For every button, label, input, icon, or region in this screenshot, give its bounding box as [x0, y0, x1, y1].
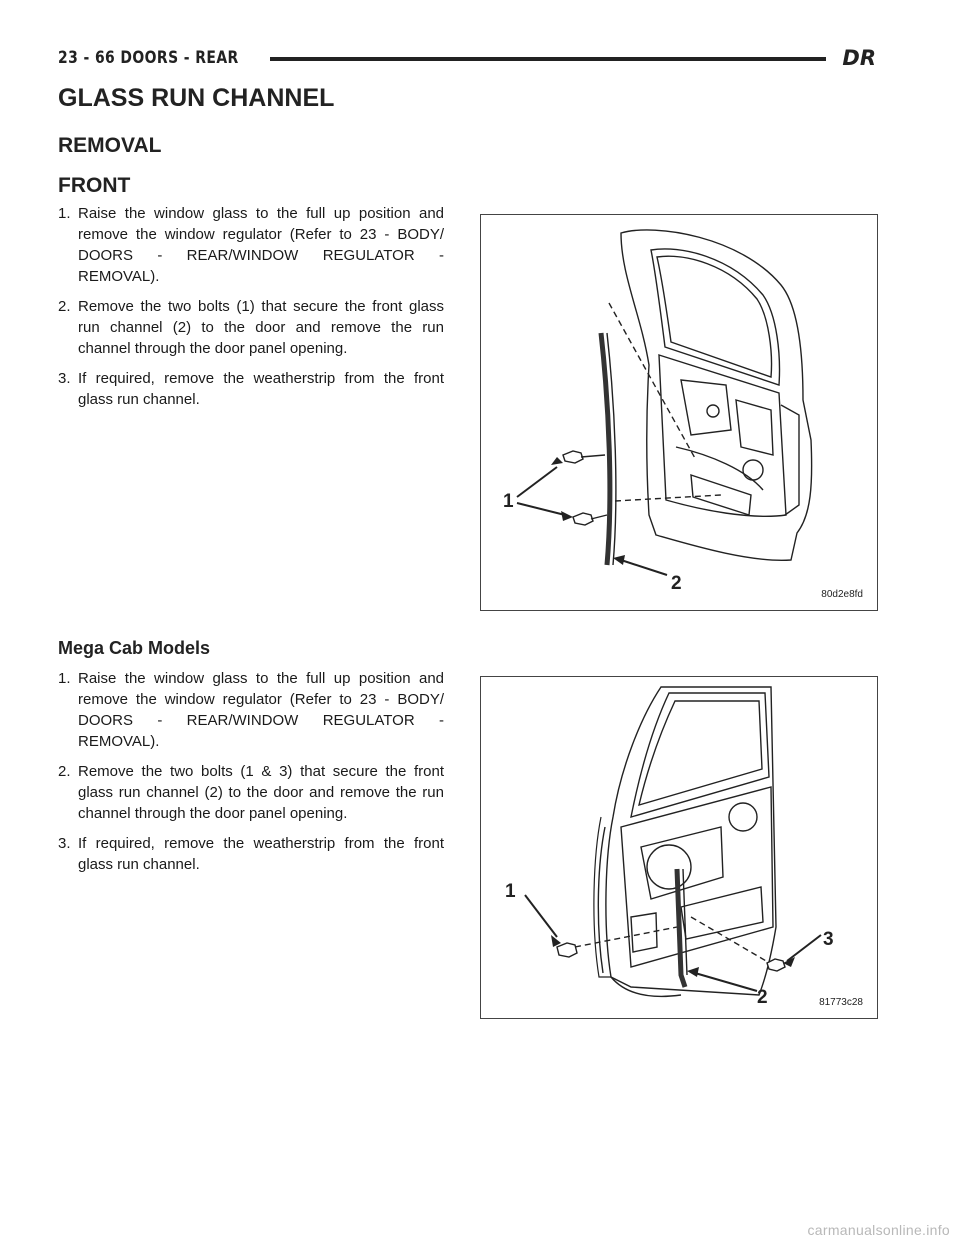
door-glass-run-channel-illustration [481, 215, 877, 610]
header-rule [270, 57, 826, 61]
figure-front-door [480, 214, 878, 611]
mega-cab-steps-list [58, 668, 444, 884]
list-item: 3. If required, remove the weatherstrip from the front glass run channel. [58, 370, 444, 408]
section-mega-cab: Mega Cab Models [58, 638, 211, 658]
section-front: FRONT [58, 174, 131, 197]
figure-code: 80d2e8fd [821, 589, 863, 600]
list-item: 1. Raise the window glass to the full up position and remove the window regulator (Refer to 23 - BODY/ DOORS - REAR/WINDOW REGULATOR - REMOVAL). [58, 205, 444, 285]
callout-2: 2 [757, 987, 768, 1008]
figure-code: 81773c28 [819, 997, 863, 1008]
brand-mark: DR [842, 46, 876, 70]
callout-2: 2 [671, 573, 682, 594]
figure-mega-cab-door [480, 676, 878, 1019]
page-header [58, 46, 876, 72]
page-title: GLASS RUN CHANNEL [58, 84, 335, 112]
watermark: carmanualsonline.info [807, 1222, 950, 1238]
callout-3: 3 [823, 929, 834, 950]
list-item: 1. Raise the window glass to the full up position and remove the window regulator (Refer to 23 - BODY/ DOORS - REAR/WINDOW REGULATOR - REMOVAL). [58, 670, 444, 750]
list-item: 2. Remove the two bolts (1) that secure the front glass run channel (2) to the door and remove the run channel through the door panel opening. [58, 298, 444, 357]
mega-cab-door-illustration [481, 677, 877, 1018]
page-reference: 23 - 66 DOORS - REAR [58, 48, 239, 68]
callout-1: 1 [505, 881, 516, 902]
list-item: 2. Remove the two bolts (1 & 3) that secure the front glass run channel (2) to the door and remove the run channel through the door panel opening. [58, 763, 444, 822]
section-removal: REMOVAL [58, 134, 162, 157]
front-steps-list [58, 203, 444, 419]
callout-1: 1 [503, 491, 514, 512]
list-item: 3. If required, remove the weatherstrip from the front glass run channel. [58, 835, 444, 873]
